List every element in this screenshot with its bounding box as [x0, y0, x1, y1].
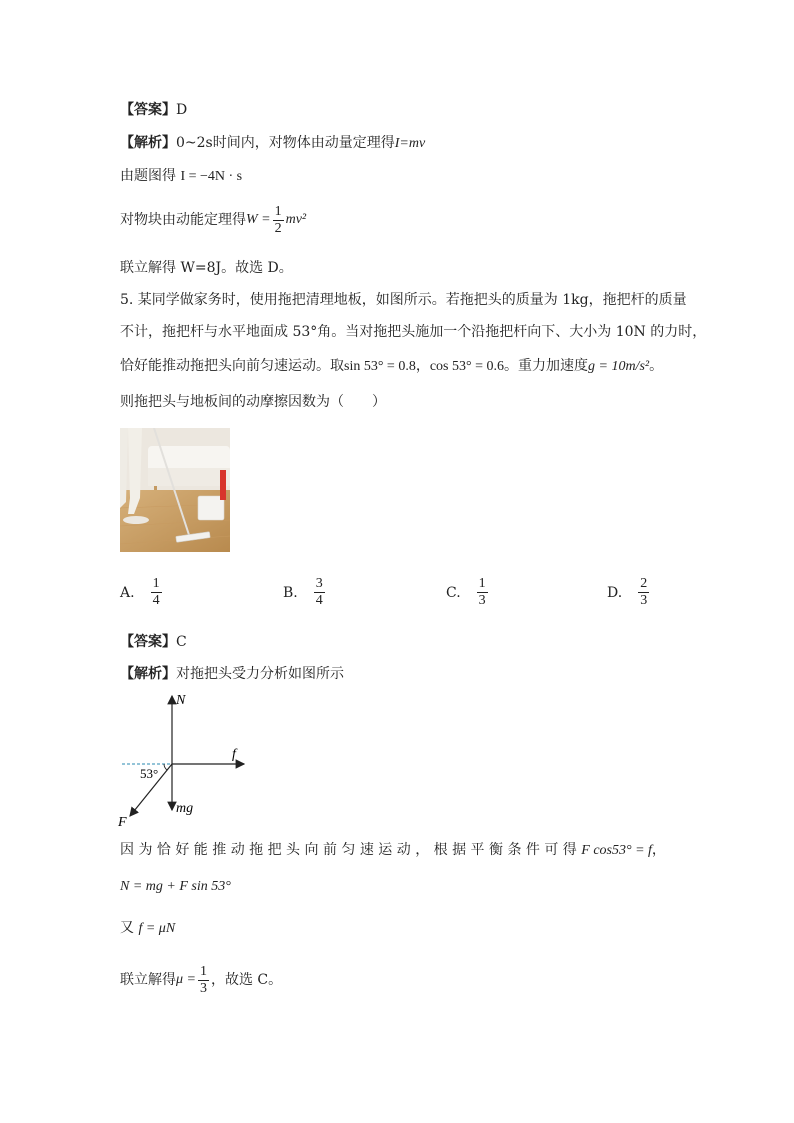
option-d-den: 3: [640, 593, 648, 608]
option-b-den: 4: [315, 593, 323, 608]
option-d[interactable]: [607, 576, 651, 609]
option-a-num: 1: [152, 576, 160, 591]
final-lhs: μ =: [176, 972, 196, 987]
graph-line: [120, 166, 242, 187]
option-c-num: 1: [478, 576, 486, 591]
question-line-1: [120, 290, 687, 310]
option-a-den: 4: [152, 593, 160, 608]
question-line-4: [120, 392, 386, 412]
analysis-line-2: [120, 664, 344, 684]
analysis-tag: 【解析】: [120, 135, 176, 151]
normal-eq-line: [120, 876, 231, 897]
option-b-num: 3: [315, 576, 323, 591]
question-text-3b: 。重力加速度: [504, 358, 588, 374]
mopping-photo: [120, 428, 230, 552]
final-num: 1: [199, 963, 207, 979]
solve-line-1: [120, 258, 293, 278]
question-text-1: 5. 某同学做家务时，使用拖把清理地板，如图所示。若拖把头的质量为 1kg，拖把杆的质量: [120, 292, 687, 308]
question-text-3a: 恰好能推动拖把头向前匀速运动。取: [120, 358, 344, 374]
question-end: 。: [649, 358, 664, 374]
analysis-line-1: [120, 133, 425, 154]
force-diagram: [110, 688, 260, 830]
answer-line-1: [120, 100, 187, 120]
question-sep: ，: [415, 358, 430, 374]
final-prefix: 联立解得: [120, 972, 176, 988]
solve-text-1: 联立解得 W=8J。故选 D。: [120, 260, 293, 276]
final-den: 3: [199, 980, 207, 996]
half-fraction: [273, 204, 284, 237]
option-c[interactable]: [446, 576, 490, 609]
graph-prefix: 由题图得: [120, 168, 176, 184]
analysis-tag-2: 【解析】: [120, 666, 176, 682]
option-b-fraction: [314, 576, 325, 609]
friction-prefix: 又: [120, 920, 134, 936]
momentum-formula: I=mv: [394, 136, 426, 151]
option-b[interactable]: [283, 576, 327, 609]
balance-line: [120, 840, 666, 861]
angle-arc: [164, 764, 167, 770]
option-c-fraction: [477, 576, 488, 609]
final-fraction: [198, 964, 209, 997]
answer-line-2: [120, 632, 187, 652]
option-d-num: 2: [640, 576, 648, 591]
energy-line: [120, 202, 306, 238]
option-a-fraction: [151, 576, 162, 609]
option-a-label: A.: [120, 584, 135, 601]
half-den: 2: [274, 220, 282, 236]
option-a[interactable]: [120, 576, 164, 609]
analysis-text: 0~2s时间内，对物体由动量定理得: [176, 135, 395, 151]
question-line-2: [120, 322, 706, 342]
final-suffix: ，故选 C。: [210, 972, 283, 988]
cos-value: cos 53° = 0.6: [429, 359, 504, 374]
question-text-4: 则拖把头与地板间的动摩擦因数为（ ）: [120, 394, 386, 410]
balance-text: 因 为 恰 好 能 推 动 拖 把 头 向 前 匀 速 运 动 ， 根 据 平 衡 条 件 可 得: [120, 842, 577, 858]
label-angle: 53°: [140, 766, 159, 781]
gravity-value: g = 10m/s²: [588, 359, 650, 374]
balance-formula: F cos53° = f: [581, 843, 652, 858]
answer-tag-2: 【答案】: [120, 634, 176, 650]
label-mg: mg: [176, 801, 194, 816]
label-F: F: [118, 815, 127, 830]
option-c-label: C.: [446, 584, 461, 601]
question-line-3: [120, 356, 663, 377]
friction-equation: f = μN: [138, 921, 176, 936]
half-num: 1: [274, 203, 282, 219]
answer-value-2: C: [176, 634, 187, 650]
sin-value: sin 53° = 0.8: [344, 359, 416, 374]
answer-tag: 【答案】: [120, 102, 176, 118]
balance-end: ，: [651, 842, 666, 858]
label-f: f: [232, 747, 236, 762]
friction-eq-line: [120, 918, 175, 939]
normal-equation: N = mg + F sin 53°: [120, 879, 231, 894]
final-line: [120, 962, 282, 998]
analysis-text-2: 对拖把头受力分析如图所示: [176, 666, 344, 682]
option-d-fraction: [638, 576, 649, 609]
answer-value: D: [176, 102, 188, 118]
impulse-formula: I = −4N · s: [180, 169, 243, 184]
energy-lhs: W =: [246, 212, 271, 227]
energy-prefix: 对物块由动能定理得: [120, 212, 246, 228]
label-N: N: [176, 693, 186, 708]
option-d-label: D.: [607, 584, 623, 601]
energy-rhs: mv²: [285, 212, 307, 227]
option-c-den: 3: [478, 593, 486, 608]
question-text-2: 不计，拖把杆与水平地面成 53°角。当对拖把头施加一个沿拖把杆向下、大小为 10N 的力时，: [120, 324, 707, 340]
option-b-label: B.: [283, 584, 298, 601]
